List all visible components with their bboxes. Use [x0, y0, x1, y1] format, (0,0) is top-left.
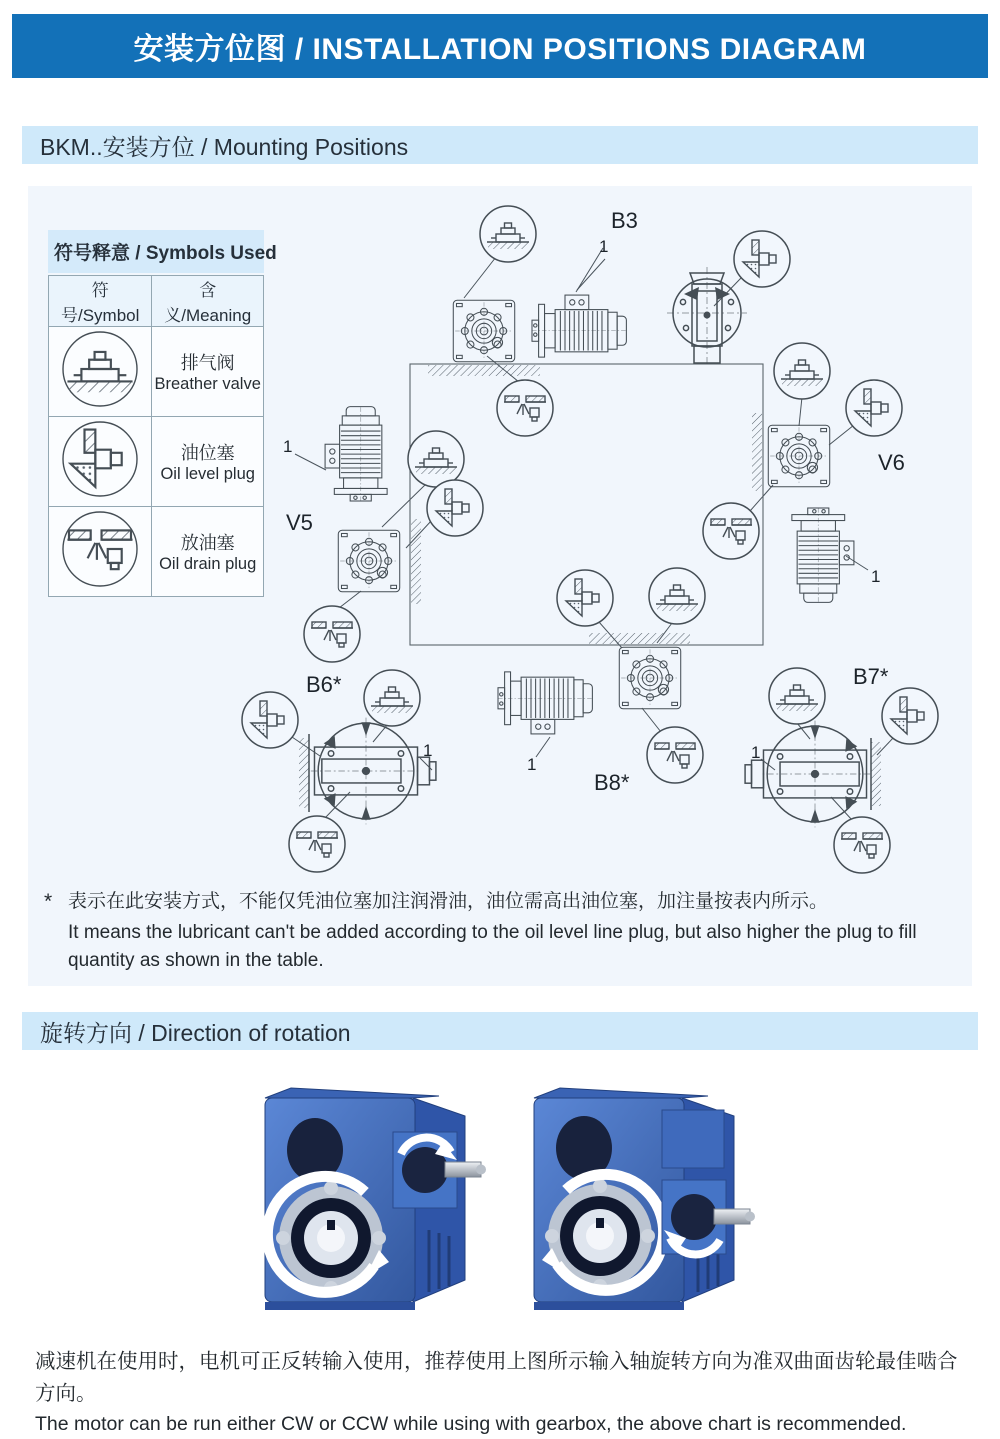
- note-asterisk: *: [44, 890, 53, 913]
- b3-gearbox-front: [453, 300, 514, 361]
- oil-level-plug-symbol-icon: [56, 418, 144, 500]
- section-mounting-label: BKM..安装方位 / Mounting Positions: [40, 133, 409, 160]
- note-en: It means the lubricant can't be added according to the oil level line plug, but also higher the plug to fill quantity as shown in the table.: [68, 921, 917, 971]
- b6-motor-ref: 1: [423, 741, 433, 760]
- table-row: [49, 327, 264, 417]
- symbols-col-symbol: 符号/Symbol: [49, 276, 152, 327]
- gearbox-photo-left: [243, 1080, 488, 1318]
- b8-motor-ref: 1: [527, 755, 537, 774]
- b3-rear-view: [667, 267, 747, 365]
- section-rotation-label: 旋转方向 / Direction of rotation: [40, 1019, 351, 1046]
- b7-motor-ref: 1: [751, 743, 761, 762]
- symbol-meaning-zh: 放油塞: [180, 533, 235, 553]
- b8-gearbox-front: [619, 647, 680, 708]
- label-b7: B7*: [853, 664, 889, 689]
- position-v5-assembly: [325, 407, 400, 592]
- position-b3-assembly: [453, 267, 747, 365]
- v5-motor: [325, 407, 387, 501]
- symbol-meaning-zh: 油位塞: [180, 443, 235, 463]
- lubricant-note: [44, 888, 956, 978]
- b3-motor-ref: 1: [599, 237, 609, 256]
- symbols-table-title: 符号释意 / Symbols Used: [48, 230, 264, 273]
- oil-drain-plug-symbol-icon: [56, 508, 144, 590]
- rotation-footer-text: [35, 1346, 965, 1439]
- v6-gearbox-front: [768, 425, 829, 486]
- symbol-meaning-en: Oil drain plug: [159, 555, 257, 573]
- breather-valve-symbol-icon: [56, 328, 144, 410]
- symbol-callouts: [242, 206, 938, 873]
- v6-motor-ref: 1: [871, 567, 881, 586]
- oil-level-plug-icon: [242, 231, 938, 748]
- position-b6-end-view: [311, 718, 436, 825]
- symbols-table: [48, 230, 277, 597]
- page-title-bar: [12, 14, 988, 78]
- label-v6: V6: [878, 450, 905, 475]
- table-row: [49, 507, 264, 597]
- mounting-diagram-panel: [28, 186, 972, 986]
- b3-motor: [532, 295, 626, 357]
- symbol-meaning-en: Breather valve: [154, 375, 261, 393]
- section-mounting-positions: [22, 126, 978, 164]
- footer-en: The motor can be run either CW or CCW while using with gearbox, the above chart is recommended.: [35, 1412, 907, 1435]
- label-b8: B8*: [594, 770, 630, 795]
- v5-motor-ref: 1: [283, 437, 293, 456]
- label-b6: B6*: [306, 672, 342, 697]
- section-direction-of-rotation: [22, 1012, 978, 1050]
- table-row: [49, 417, 264, 507]
- note-zh: 表示在此安装方式，不能仅凭油位塞加注润滑油，油位需高出油位塞，加注量按表内所示。: [68, 891, 829, 912]
- position-b8-assembly: [498, 647, 681, 734]
- v6-motor: [792, 508, 854, 602]
- label-v5: V5: [286, 510, 313, 535]
- footer-zh: 减速机在使用时，电机可正反转输入使用，推荐使用上图所示输入轴旋转方向为准双曲面齿轮最佳啮合方向。: [35, 1350, 958, 1405]
- b8-motor: [498, 672, 592, 734]
- v5-gearbox-front: [338, 530, 399, 591]
- rotation-photos: [0, 1080, 1000, 1318]
- symbol-meaning-en: Oil level plug: [160, 465, 255, 483]
- symbols-col-meaning: 含义/Meaning: [152, 276, 264, 327]
- symbol-meaning-zh: 排气阀: [180, 353, 235, 373]
- page-title: 安装方位图 / INSTALLATION POSITIONS DIAGRAM: [133, 33, 867, 66]
- position-v6-assembly: [768, 425, 854, 602]
- gearbox-photo-right: [512, 1080, 757, 1318]
- label-b3: B3: [611, 208, 638, 233]
